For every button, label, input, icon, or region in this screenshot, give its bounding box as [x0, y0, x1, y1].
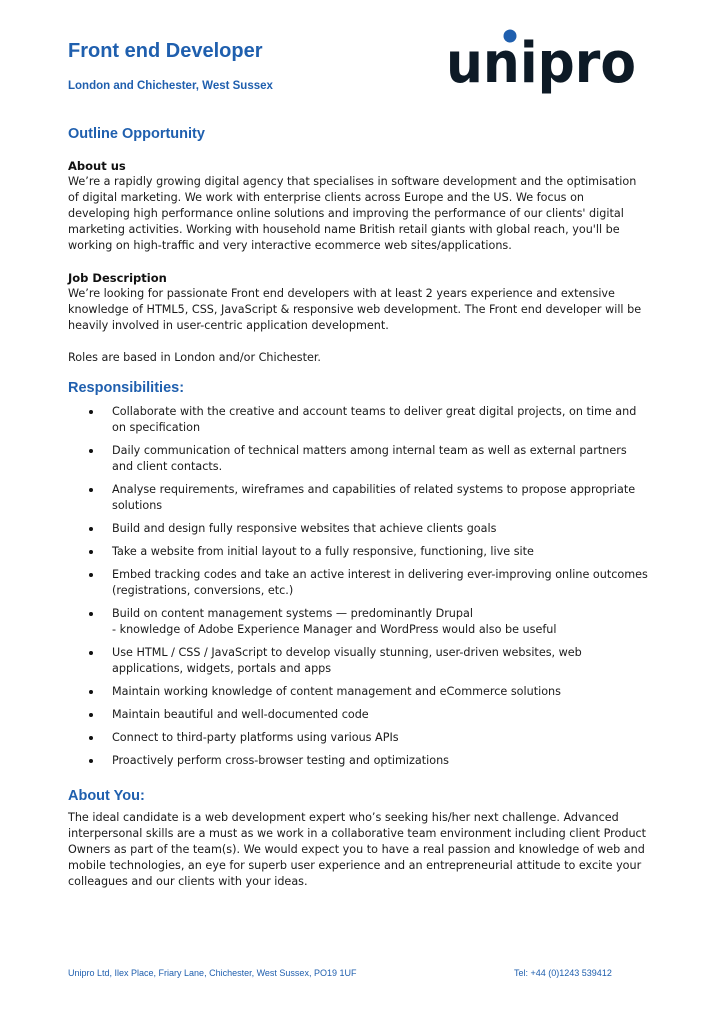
footer-address: Unipro Ltd, Ilex Place, Friary Lane, Chichester, West Sussex, PO19 1UF: [68, 968, 357, 978]
bullet-icon: [89, 410, 93, 414]
about-you-heading: About You:: [68, 788, 145, 804]
bullet-icon: [89, 690, 93, 694]
bullet-icon: [89, 488, 93, 492]
bullet-icon: [89, 736, 93, 740]
list-item-text: Maintain beautiful and well-documented code: [112, 708, 369, 721]
bullet-icon: [89, 573, 93, 577]
list-item: [68, 645, 648, 677]
list-item-subtext: - knowledge of Adobe Experience Manager and WordPress would also be useful: [112, 623, 557, 636]
list-item: [68, 606, 648, 638]
bullet-icon: [89, 759, 93, 763]
bullet-icon: [89, 612, 93, 616]
list-item-text: Collaborate with the creative and account teams to deliver great digital projects, on time and on specification: [112, 405, 637, 434]
job-location: London and Chichester, West Sussex: [68, 80, 273, 92]
list-item-text: Proactively perform cross-browser testing and optimizations: [112, 754, 450, 767]
list-item: [68, 753, 648, 769]
footer-phone: Tel: +44 (0)1243 539412: [514, 968, 612, 978]
job-description-heading: Job Description: [68, 271, 167, 285]
list-item: [68, 404, 648, 436]
list-item: [68, 567, 648, 599]
list-item: [68, 730, 648, 746]
about-us-heading: About us: [68, 159, 126, 173]
main-content: [68, 124, 648, 890]
list-item: [68, 684, 648, 700]
list-item: [68, 443, 648, 475]
about-us-text: We’re a rapidly growing digital agency that specialises in software development and the optimisation of digital marketing. We work with enterprise clients across Europe and the US. We focus on developing high performance online solutions and improving the performance of our clients' digital marketing activities. Working with household name British retail giants with global reach, you'll be working on high-traffic and very interactive ecommerce web sites/applications.: [68, 175, 637, 252]
job-description-text: We’re looking for passionate Front end developers with at least 2 years experience and extensive knowledge of HTML5, CSS, JavaScript & responsive web development. The Front end developer will be heavily involved in user-centric application development.: [68, 287, 642, 332]
list-item: [68, 482, 648, 514]
bullet-icon: [89, 449, 93, 453]
list-item: [68, 521, 648, 537]
bullet-icon: [89, 527, 93, 531]
list-item-text: Build and design fully responsive websites that achieve clients goals: [112, 522, 497, 535]
responsibilities-heading: Responsibilities:: [68, 380, 185, 396]
list-item-text: Use HTML / CSS / JavaScript to develop visually stunning, user-driven websites, web applications, widgets, portals and apps: [112, 646, 582, 675]
bullet-icon: [89, 651, 93, 655]
list-item-text: Analyse requirements, wireframes and capabilities of related systems to propose appropriate solutions: [112, 483, 636, 512]
outline-heading: Outline Opportunity: [68, 126, 205, 142]
job-title: Front end Developer: [68, 40, 263, 62]
list-item-text: Daily communication of technical matters among internal team as well as external partners and client contacts.: [112, 444, 627, 473]
list-item-text: Embed tracking codes and take an active interest in delivering ever-improving online outcomes (registrations, conversions, etc.): [112, 568, 648, 597]
list-item-text: Build on content management systems — predominantly Drupal: [112, 607, 473, 620]
list-item: [68, 707, 648, 723]
bullet-icon: [89, 713, 93, 717]
bullet-icon: [89, 550, 93, 554]
list-item-text: Take a website from initial layout to a fully responsive, functioning, live site: [112, 545, 534, 558]
logo-wordmark: unipro: [446, 31, 636, 96]
list-item-text: Connect to third-party platforms using various APIs: [112, 731, 399, 744]
responsibilities-list: [68, 404, 648, 769]
list-item: [68, 544, 648, 560]
list-item-text: Maintain working knowledge of content management and eCommerce solutions: [112, 685, 561, 698]
roles-text: Roles are based in London and/or Chichester.: [68, 351, 321, 364]
unipro-logo: [446, 26, 638, 110]
about-you-text: The ideal candidate is a web development expert who’s seeking his/her next challenge. Advanced interpersonal skills are a must as we work in a collaborative team environment including client Product Owners as part of the team(s). We would expect you to have a real passion and knowledge of web and mobile technologies, an eye for superb user experience and an entrepreneurial attitude to excite your colleagues and our clients with your ideas.: [68, 811, 647, 888]
